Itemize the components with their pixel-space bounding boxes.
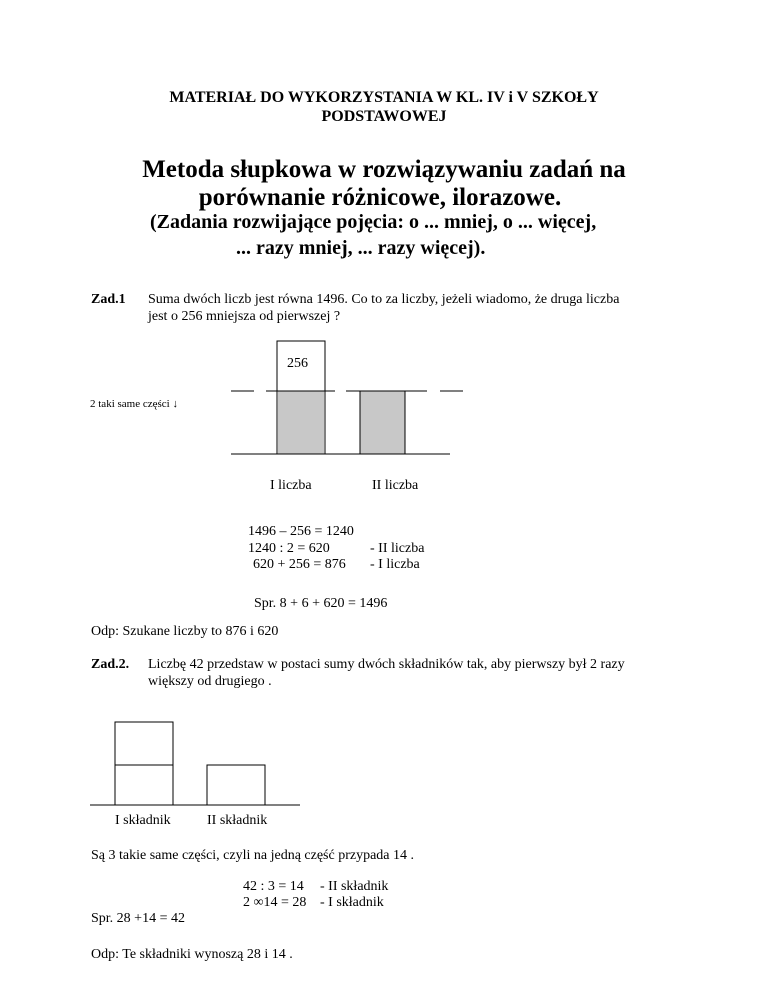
column-2-label: II liczba bbox=[372, 478, 419, 493]
addend-1-label: I składnik bbox=[115, 813, 171, 828]
column-1-shaded-part bbox=[278, 391, 324, 454]
subtitle-line-1: (Zadania rozwijające pojęcia: o ... mniej, o ... więcej, bbox=[150, 211, 597, 233]
column-2-shaded bbox=[360, 391, 405, 454]
top-box-label: 256 bbox=[287, 356, 308, 371]
calc1-line-3-note: - I liczba bbox=[370, 557, 420, 572]
addend-1-part-lower bbox=[115, 765, 173, 805]
equal-parts-note: 2 taki same części ↓ bbox=[90, 398, 178, 410]
task1-answer: Odp: Szukane liczby to 876 i 620 bbox=[91, 624, 279, 639]
calc1-line-2-note: - II liczba bbox=[370, 541, 425, 556]
task2-text-line-2: większy od drugiego . bbox=[148, 674, 272, 689]
calc1-line-3: 620 + 256 = 876 bbox=[253, 557, 346, 572]
task2-text-line-1: Liczbę 42 przedstaw w postaci sumy dwóch składników tak, aby pierwszy był 2 razy bbox=[148, 657, 625, 672]
task2-answer: Odp: Te składniki wynoszą 28 i 14 . bbox=[91, 947, 293, 962]
task1-check: Spr. 8 + 6 + 620 = 1496 bbox=[254, 596, 388, 611]
title-line-2: porównanie różnicowe, ilorazowe. bbox=[198, 184, 562, 211]
addend-1-part-upper bbox=[115, 722, 173, 765]
column-1-label: I liczba bbox=[270, 478, 312, 493]
subtitle-line-2: ... razy mniej, ... razy więcej). bbox=[236, 237, 486, 259]
calc2-line-1: 42 : 3 = 14 bbox=[243, 879, 304, 894]
addend-2-label: II składnik bbox=[207, 813, 268, 828]
task1-diagram bbox=[231, 341, 463, 454]
calc1-line-1: 1496 – 256 = 1240 bbox=[248, 524, 354, 539]
header-line-2: PODSTAWOWEJ bbox=[321, 108, 447, 125]
calc1-line-2: 1240 : 2 = 620 bbox=[248, 541, 330, 556]
calc2-line-2: 2 ∞14 = 28 bbox=[243, 895, 307, 910]
task2-note: Są 3 takie same części, czyli na jedną część przypada 14 . bbox=[91, 848, 415, 863]
task2-diagram bbox=[90, 722, 300, 805]
addend-2-part bbox=[207, 765, 265, 805]
calc2-line-1-note: - II składnik bbox=[320, 879, 389, 894]
task1-text-line-1: Suma dwóch liczb jest równa 1496. Co to za liczby, jeżeli wiadomo, że druga liczba bbox=[148, 292, 620, 307]
header-line-1: MATERIAŁ DO WYKORZYSTANIA W KL. IV i V SZKOŁY bbox=[169, 89, 599, 106]
task2-label: Zad.2. bbox=[91, 657, 130, 672]
task1-text-line-2: jest o 256 mniejsza od pierwszej ? bbox=[148, 309, 341, 324]
task2-check: Spr. 28 +14 = 42 bbox=[91, 911, 185, 926]
calc2-line-2-note: - I składnik bbox=[320, 895, 384, 910]
task1-label: Zad.1 bbox=[91, 292, 126, 307]
title-line-1: Metoda słupkowa w rozwiązywaniu zadań na bbox=[142, 156, 626, 183]
